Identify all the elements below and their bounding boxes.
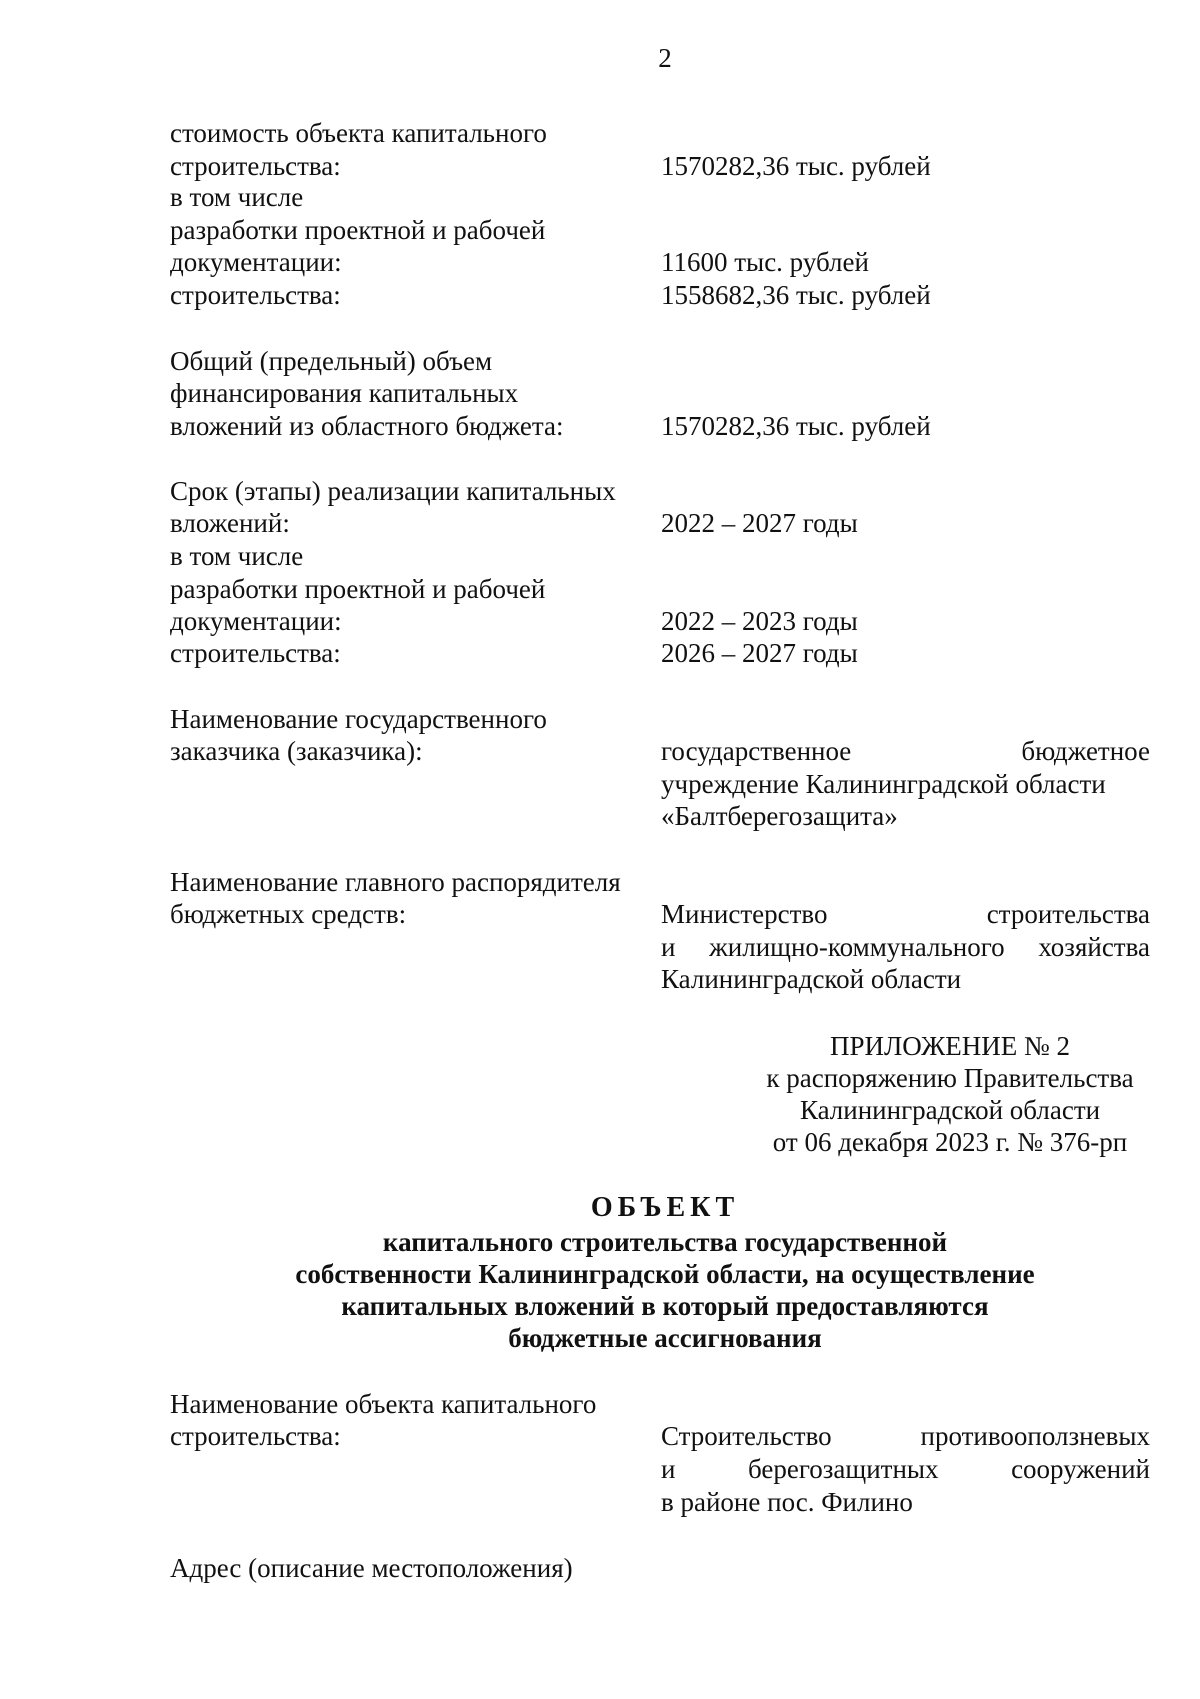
administrator-label-line-1: Наименование главного распорядителя: [170, 867, 621, 897]
appendix-line: к распоряжению Правительства: [766, 1063, 1134, 1093]
object-name-value-line-3: в районе пос. Филино: [661, 1487, 913, 1517]
customer-value-word: бюджетное: [1021, 736, 1150, 766]
cost-construction-value: 1558682,36 тыс. рублей: [661, 280, 931, 310]
object-name-value-word: Строительство: [661, 1421, 832, 1451]
customer-label-line-2: заказчика (заказчика):: [170, 736, 423, 766]
terms-value: 2022 – 2027 годы: [661, 508, 858, 538]
terms-label-line-1: Срок (этапы) реализации капитальных: [170, 476, 616, 506]
terms-construction-value: 2026 – 2027 годы: [661, 638, 858, 668]
object-name-value-line-2: [661, 1453, 1150, 1486]
object-name-value-word: берегозащитных: [748, 1454, 939, 1484]
administrator-label-line-2: бюджетных средств:: [170, 899, 407, 929]
object-name-label-line-1: Наименование объекта капитального: [170, 1389, 597, 1419]
appendix-line: от 06 декабря 2023 г. № 376-рп: [772, 1127, 1128, 1157]
administrator-value-word: Министерство: [661, 899, 828, 929]
financing-label-line-3: вложений из областного бюджета:: [170, 411, 564, 441]
cost-including-label: в том числе: [170, 182, 304, 212]
cost-design-label-line-1: разработки проектной и рабочей: [170, 215, 546, 245]
financing-label-line-1: Общий (предельный) объем: [170, 346, 493, 376]
object-name-value-line-1: [661, 1420, 1150, 1453]
customer-value-line-2: [661, 768, 1150, 801]
object-name-value-word: и: [661, 1454, 676, 1484]
customer-value-word: государственное: [661, 736, 852, 766]
customer-value-line-1: [661, 735, 1150, 768]
appendix-heading: ПРИЛОЖЕНИЕ № 2: [829, 1031, 1071, 1061]
terms-design-label-line-2: документации:: [170, 606, 342, 636]
administrator-value-line-1: [661, 898, 1150, 931]
administrator-value-word: хозяйства: [1038, 932, 1150, 962]
customer-value-text: учреждение Калининградской области: [661, 769, 1106, 799]
terms-design-label-line-1: разработки проектной и рабочей: [170, 574, 546, 604]
customer-label-line-1: Наименование государственного: [170, 704, 547, 734]
administrator-value-line-2: [661, 931, 1150, 964]
object-subtitle-line: бюджетные ассигнования: [508, 1323, 822, 1353]
cost-value: 1570282,36 тыс. рублей: [661, 151, 931, 181]
administrator-value-word: строительства: [986, 899, 1150, 929]
terms-design-value: 2022 – 2023 годы: [661, 606, 858, 636]
address-label: Адрес (описание местоположения): [170, 1553, 573, 1583]
appendix-line: Калининградской области: [799, 1095, 1101, 1125]
administrator-value-word: жилищно-коммунального: [709, 932, 1005, 962]
object-subtitle-line: собственности Калининградской области, на осуществление: [295, 1259, 1035, 1289]
cost-design-value: 11600 тыс. рублей: [661, 247, 869, 277]
terms-including-label: в том числе: [170, 541, 304, 571]
cost-construction-label: строительства:: [170, 280, 341, 310]
administrator-value-line-3: Калининградской области: [661, 964, 962, 994]
object-subtitle-line: капитальных вложений в который предоставляются: [341, 1291, 989, 1321]
cost-design-label-line-2: документации:: [170, 247, 342, 277]
financing-label-line-2: финансирования капитальных: [170, 378, 519, 408]
terms-construction-label: строительства:: [170, 638, 341, 668]
object-name-label-line-2: строительства:: [170, 1421, 341, 1451]
administrator-value-word: и: [661, 932, 676, 962]
object-name-value-word: противооползневых: [920, 1421, 1150, 1451]
object-name-value-word: сооружений: [1011, 1454, 1150, 1484]
object-title: ОБЪЕКТ: [590, 1192, 740, 1223]
terms-label-line-2: вложений:: [170, 508, 290, 538]
cost-label-line-2: строительства:: [170, 151, 341, 181]
page-number: 2: [658, 43, 672, 73]
financing-value: 1570282,36 тыс. рублей: [661, 411, 931, 441]
object-subtitle-line: капитального строительства государственной: [382, 1227, 948, 1257]
customer-value-line-3: «Балтберегозащита»: [661, 801, 898, 831]
cost-label-line-1: стоимость объекта капитального: [170, 118, 547, 148]
